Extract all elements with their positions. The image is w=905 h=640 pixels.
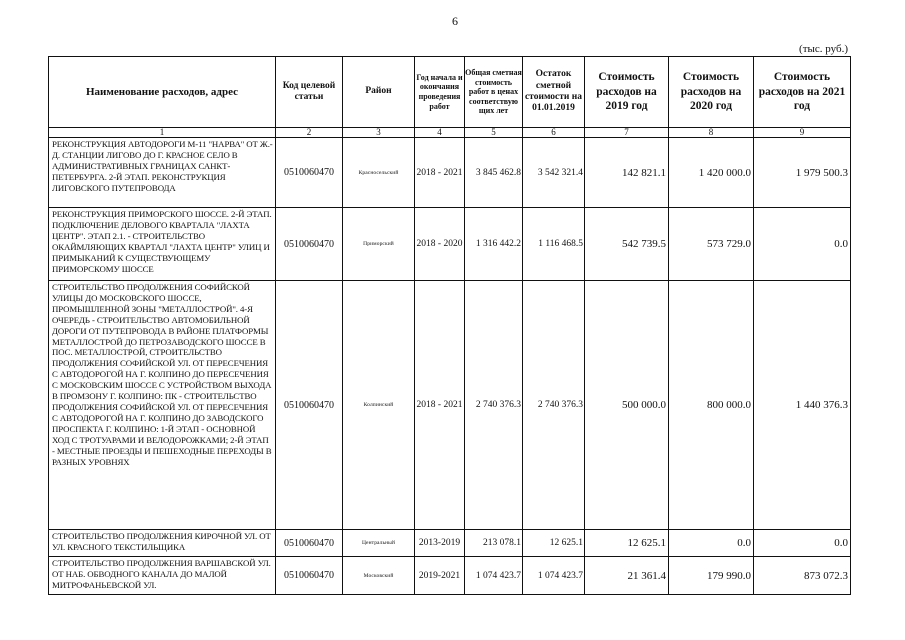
table-row — [49, 530, 851, 557]
column-number: 8 — [669, 128, 754, 138]
remaining-cost: 12 625.1 — [523, 530, 585, 557]
column-number: 5 — [465, 128, 523, 138]
header-expense-name: Наименование расходов, адрес — [49, 57, 276, 128]
header-row — [49, 57, 851, 128]
district: Московский — [343, 557, 415, 595]
cost-2020: 573 729.0 — [669, 208, 754, 281]
header-cost-2020: Стоимость расходов на 2020 год — [669, 57, 754, 128]
cost-2021: 1 979 500.3 — [754, 138, 851, 208]
total-cost: 1 316 442.2 — [465, 208, 523, 281]
work-years: 2018 - 2021 — [415, 138, 465, 208]
table-row — [49, 281, 851, 530]
header-cost-2019: Стоимость расходов на 2019 год — [585, 57, 669, 128]
cost-2020: 0.0 — [669, 530, 754, 557]
target-code: 0510060470 — [276, 138, 343, 208]
column-number: 4 — [415, 128, 465, 138]
expense-name: РЕКОНСТРУКЦИЯ ПРИМОРСКОГО ШОССЕ. 2-Й ЭТАП. ПОДКЛЮЧЕНИЕ ДЕЛОВОГО КВАРТАЛА "ЛАХТА ЦЕНТР". ЭТАП 2.1. - СТРОИТЕЛЬСТВО ОКАЙМЛЯЮЩИХ КВАРТАЛ "ЛАХТА ЦЕНТР" УЛИЦ И ПРИМЫКАНИЙ К СУЩЕСТВУЮЩЕМУ ПРИМОРСКОМУ ШОССЕ — [49, 208, 276, 281]
remaining-cost: 1 116 468.5 — [523, 208, 585, 281]
units-label: (тыс. руб.) — [799, 43, 848, 55]
work-years: 2013-2019 — [415, 530, 465, 557]
total-cost: 1 074 423.7 — [465, 557, 523, 595]
total-cost: 3 845 462.8 — [465, 138, 523, 208]
district: Приморский — [343, 208, 415, 281]
cost-2019: 142 821.1 — [585, 138, 669, 208]
work-years: 2019-2021 — [415, 557, 465, 595]
expense-name: СТРОИТЕЛЬСТВО ПРОДОЛЖЕНИЯ СОФИЙСКОЙ УЛИЦЫ ДО МОСКОВСКОГО ШОССЕ, ПРОМЫШЛЕННОЙ ЗОНЫ "МЕТАЛЛОСТРОЙ". 4-Я ОЧЕРЕДЬ - СТРОИТЕЛЬСТВО АВТОМОБИЛЬНОЙ ДОРОГИ ОТ ПУТЕПРОВОДА В РАЙОНЕ ПЛАТФОРМЫ МЕТАЛЛОСТРОЙ ДО ПЕТРОЗАВОДСКОГО ШОССЕ В ПОС. МЕТАЛЛОСТРОЙ, СТРОИТЕЛЬСТВО ПРОДОЛЖЕНИЯ СОФИЙСКОЙ УЛ. ОТ ПЕРЕСЕЧЕНИЯ С АВТОДОРОГОЙ НА Г. КОЛПИНО ДО ПЕРЕСЕЧЕНИЯ С МОСКОВСКИМ ШОССЕ С УСТРОЙСТВОМ ВЫХОДА В ПРОМЗОНУ Г. КОЛПИНО: ПК - СТРОИТЕЛЬСТВО ПРОДОЛЖЕНИЯ СОФИЙСКОЙ УЛ. ОТ ПЕРЕСЕЧЕНИЯ С АВТОДОРОГОЙ НА Г. КОЛПИНО ДО ЗАВОДСКОГО ПРОСПЕКТА Г. КОЛПИНО: 1-Й ЭТАП - ОСНОВНОЙ ХОД С ТРОТУАРАМИ И ВЕЛОДОРОЖКАМИ; 2-Й ЭТАП - МЕСТНЫЕ ПРОЕЗДЫ И ПЕШЕХОДНЫЕ ПЕРЕХОДЫ В РАЗНЫХ УРОВНЯХ — [49, 281, 276, 530]
cost-2020: 179 990.0 — [669, 557, 754, 595]
target-code: 0510060470 — [276, 557, 343, 595]
expense-name: РЕКОНСТРУКЦИЯ АВТОДОРОГИ М-11 "НАРВА" ОТ Ж.-Д. СТАНЦИИ ЛИГОВО ДО Г. КРАСНОЕ СЕЛО В АДМИНИСТРАТИВНЫХ ГРАНИЦАХ САНКТ-ПЕТЕРБУРГА. 2-Й ЭТАП. РЕКОНСТРУКЦИЯ ЛИГОВСКОГО ПУТЕПРОВОДА — [49, 138, 276, 208]
cost-2021: 873 072.3 — [754, 557, 851, 595]
district: Центральный — [343, 530, 415, 557]
district: Красносельский — [343, 138, 415, 208]
cost-2020: 800 000.0 — [669, 281, 754, 530]
remaining-cost: 3 542 321.4 — [523, 138, 585, 208]
column-number: 6 — [523, 128, 585, 138]
cost-2019: 500 000.0 — [585, 281, 669, 530]
table-row — [49, 208, 851, 281]
work-years: 2018 - 2021 — [415, 281, 465, 530]
remaining-cost: 1 074 423.7 — [523, 557, 585, 595]
table-row — [49, 557, 851, 595]
cost-2021: 0.0 — [754, 208, 851, 281]
header-work-years: Год начала и окончания проведения работ — [415, 57, 465, 128]
column-number: 7 — [585, 128, 669, 138]
total-cost: 2 740 376.3 — [465, 281, 523, 530]
expense-name: СТРОИТЕЛЬСТВО ПРОДОЛЖЕНИЯ КИРОЧНОЙ УЛ. ОТ УЛ. КРАСНОГО ТЕКСТИЛЬЩИКА — [49, 530, 276, 557]
header-cost-2021: Стоимость расходов на 2021 год — [754, 57, 851, 128]
cost-2021: 1 440 376.3 — [754, 281, 851, 530]
header-total-cost: Общая сметная стоимость работ в ценах соответствую щих лет — [465, 57, 523, 128]
expense-name: СТРОИТЕЛЬСТВО ПРОДОЛЖЕНИЯ ВАРШАВСКОЙ УЛ. ОТ НАБ. ОБВОДНОГО КАНАЛА ДО МАЛОЙ МИТРОФАНЬЕВСКОЙ УЛ. — [49, 557, 276, 595]
column-number: 3 — [343, 128, 415, 138]
cost-2020: 1 420 000.0 — [669, 138, 754, 208]
district: Колпинский — [343, 281, 415, 530]
remaining-cost: 2 740 376.3 — [523, 281, 585, 530]
budget-table — [48, 56, 851, 595]
target-code: 0510060470 — [276, 530, 343, 557]
header-district: Район — [343, 57, 415, 128]
column-number-row — [49, 128, 851, 138]
cost-2019: 12 625.1 — [585, 530, 669, 557]
work-years: 2018 - 2020 — [415, 208, 465, 281]
target-code: 0510060470 — [276, 208, 343, 281]
target-code: 0510060470 — [276, 281, 343, 530]
header-remaining-cost: Остаток сметной стоимости на 01.01.2019 — [523, 57, 585, 128]
cost-2021: 0.0 — [754, 530, 851, 557]
total-cost: 213 078.1 — [465, 530, 523, 557]
column-number: 1 — [49, 128, 276, 138]
page-number: 6 — [452, 14, 458, 28]
header-target-code: Код целевой статьи — [276, 57, 343, 128]
column-number: 9 — [754, 128, 851, 138]
column-number: 2 — [276, 128, 343, 138]
cost-2019: 21 361.4 — [585, 557, 669, 595]
table-row — [49, 138, 851, 208]
cost-2019: 542 739.5 — [585, 208, 669, 281]
